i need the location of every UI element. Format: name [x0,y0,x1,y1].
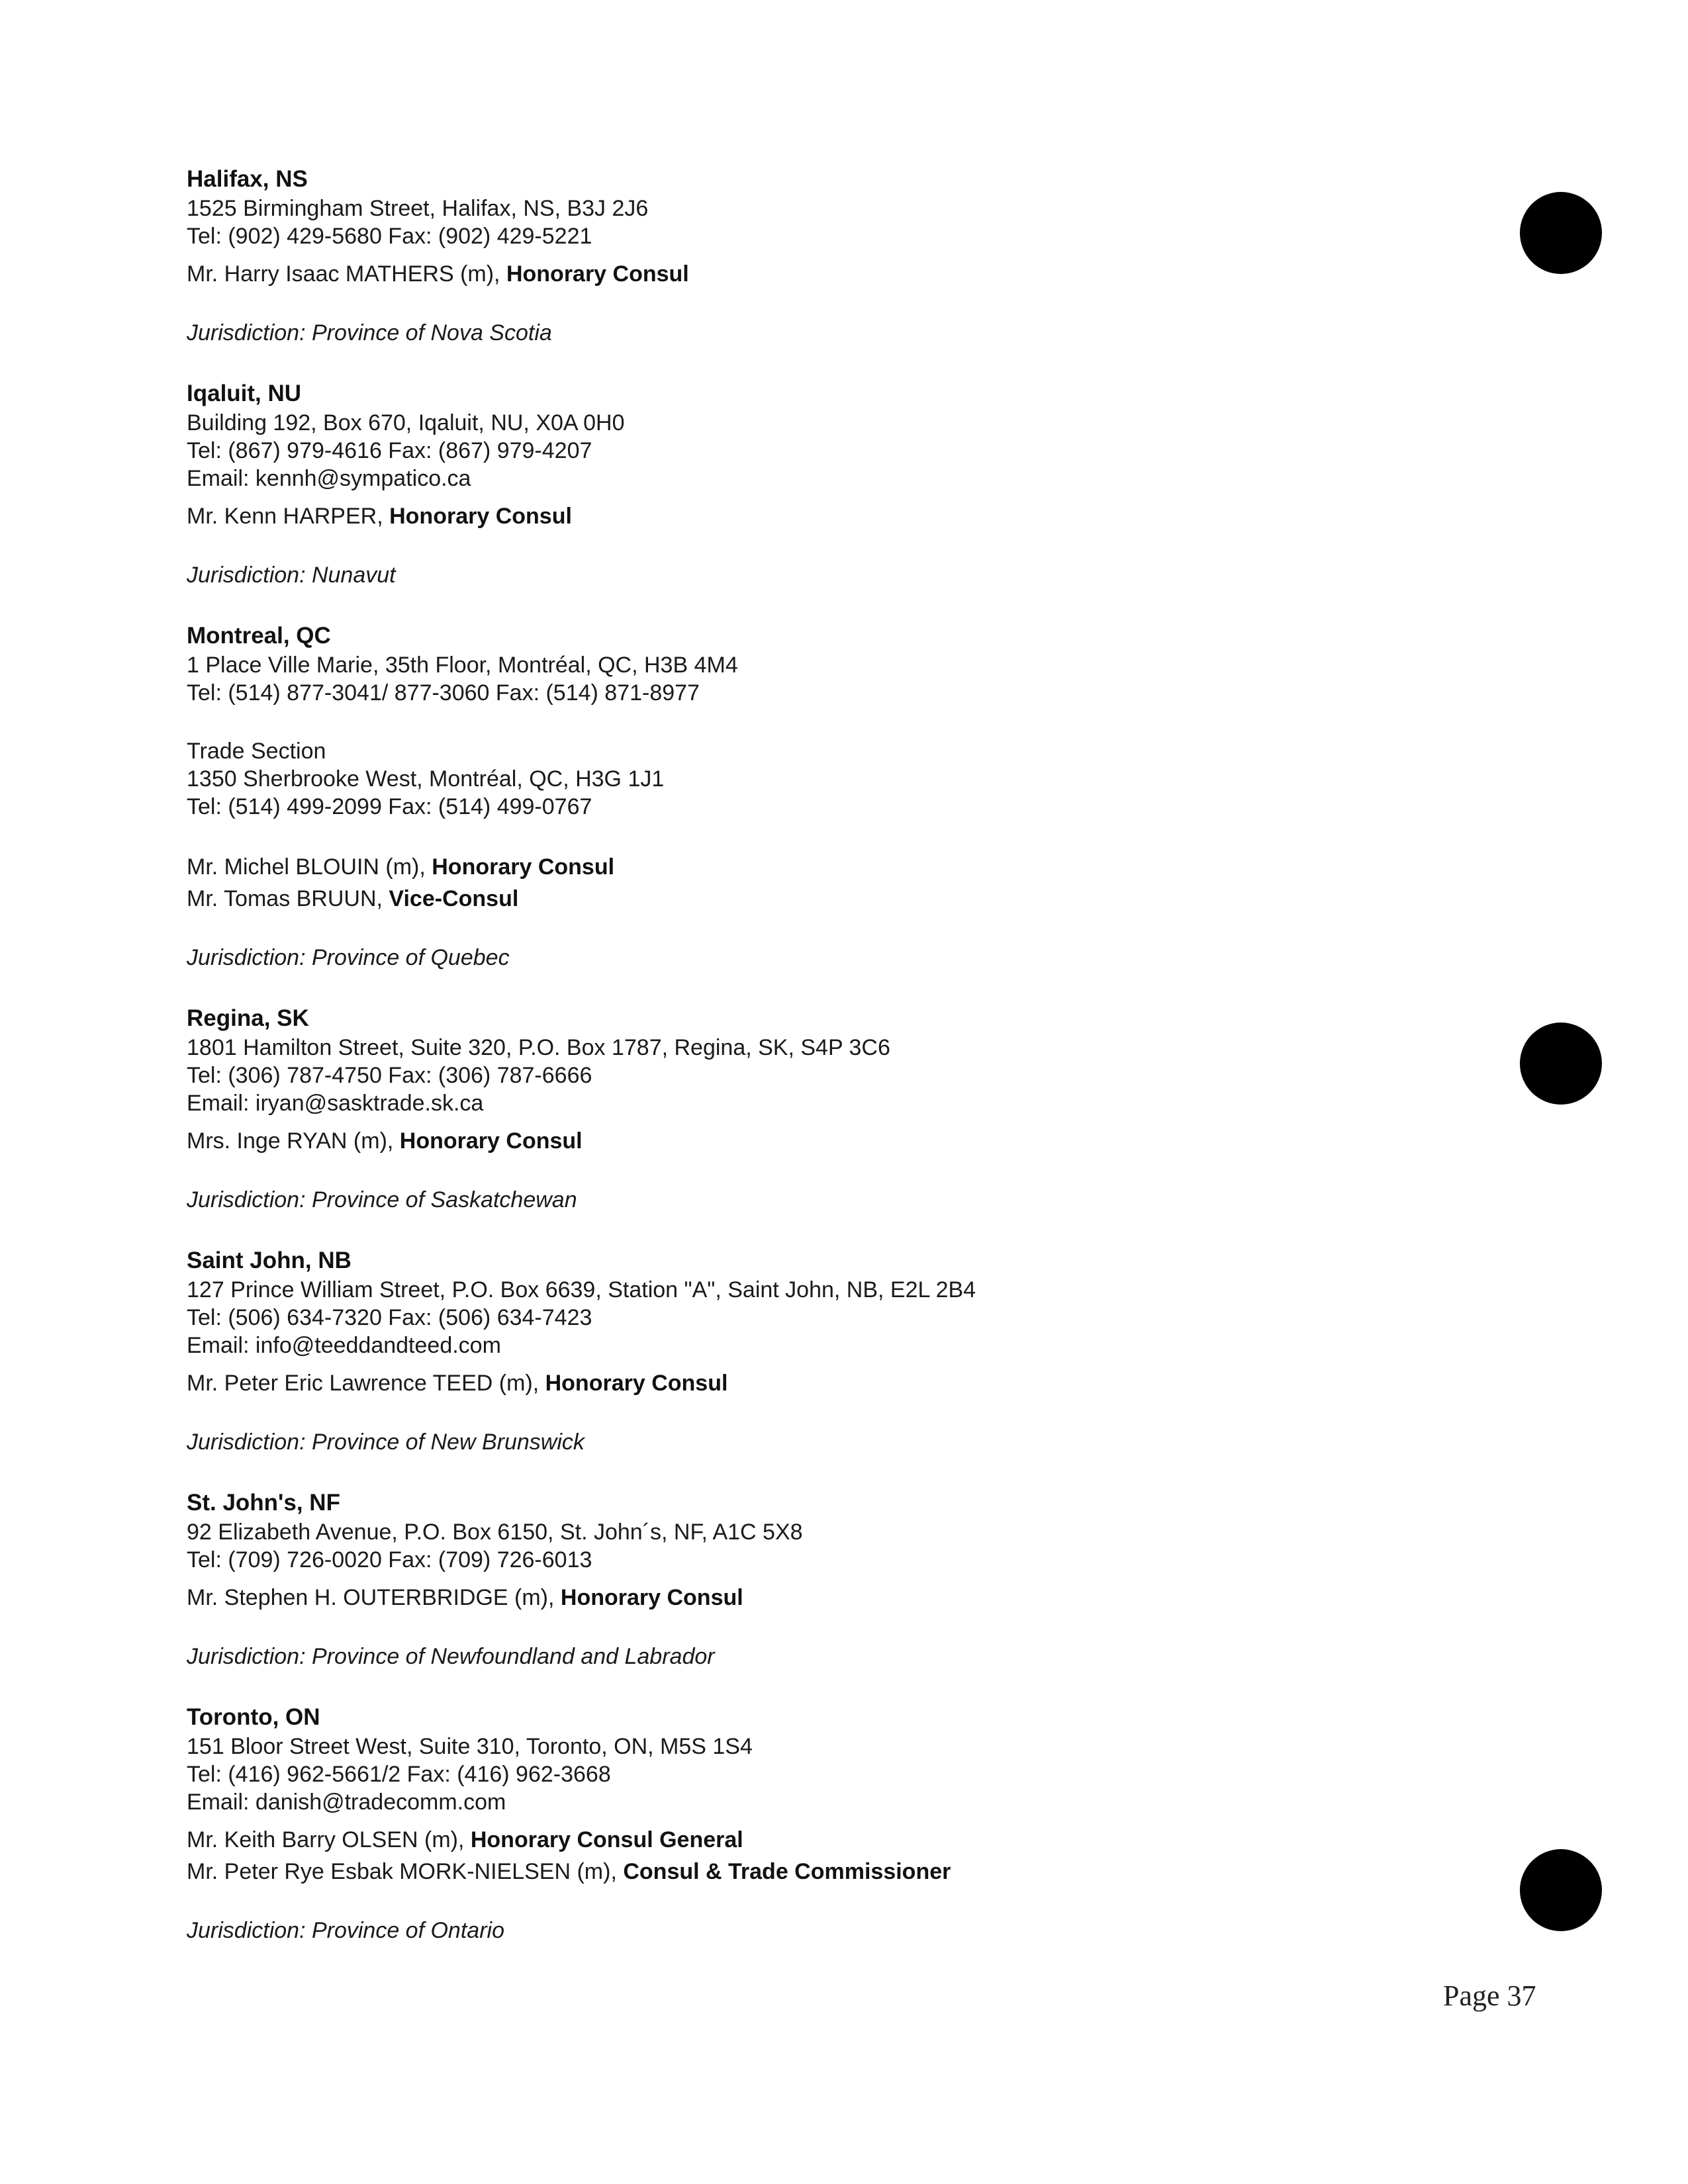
office-city: Halifax, NS [187,166,308,192]
office-city: Montreal, QC [187,623,331,649]
staff-member [187,1367,1444,1399]
staff-member [187,500,1444,532]
address-line: 1525 Birmingham Street, Halifax, NS, B3J 2J6 [187,196,649,221]
jurisdiction: Jurisdiction: Province of Newfoundland and Labrador [187,1644,715,1669]
address-line: 1350 Sherbrooke West, Montréal, QC, H3G 1J1 [187,766,665,792]
phone-line: Tel: (902) 429-5680 Fax: (902) 429-5221 [187,224,592,249]
staff-title: Honorary Consul [432,854,615,880]
email-line: Email: info@teeddandteed.com [187,1333,501,1358]
staff-name: Mr. Harry Isaac MATHERS (m), [187,261,506,287]
staff-member [187,883,1444,915]
staff-title: Honorary Consul [545,1371,728,1396]
staff-title: Honorary Consul [506,261,689,287]
staff-member [187,1856,1444,1888]
office-halifax [187,165,1444,347]
staff-name: Mr. Peter Rye Esbak MORK-NIELSEN (m), [187,1859,624,1884]
office-city: Iqaluit, NU [187,381,302,406]
office-city: Toronto, ON [187,1704,320,1730]
staff-title: Honorary Consul General [470,1827,743,1852]
section-heading: Trade Section [187,739,326,764]
phone-line: Tel: (709) 726-0020 Fax: (709) 726-6013 [187,1547,592,1572]
phone-line: Tel: (514) 499-2099 Fax: (514) 499-0767 [187,794,592,819]
office-st-johns [187,1489,1444,1670]
address-line: 1801 Hamilton Street, Suite 320, P.O. Box 1787, Regina, SK, S4P 3C6 [187,1035,890,1060]
staff-member [187,851,1444,883]
staff-name: Mr. Michel BLOUIN (m), [187,854,432,880]
staff-title: Vice-Consul [389,886,519,911]
punch-hole-bottom [1520,1849,1602,1931]
office-city: Saint John, NB [187,1248,352,1273]
staff-name: Mr. Stephen H. OUTERBRIDGE (m), [187,1585,561,1610]
staff-title: Consul & Trade Commissioner [623,1859,951,1884]
address-line: 1 Place Ville Marie, 35th Floor, Montréal, QC, H3B 4M4 [187,653,738,678]
staff-member [187,1125,1444,1157]
staff-name: Mr. Kenn HARPER, [187,504,390,529]
office-regina [187,1005,1444,1214]
staff-name: Mr. Keith Barry OLSEN (m), [187,1827,471,1852]
office-iqaluit [187,380,1444,589]
jurisdiction: Jurisdiction: Province of Saskatchewan [187,1187,577,1212]
office-city: Regina, SK [187,1005,309,1031]
punch-hole-middle [1520,1023,1602,1105]
phone-line: Tel: (306) 787-4750 Fax: (306) 787-6666 [187,1063,592,1088]
page-number: Page 37 [1443,1979,1536,2012]
email-line: Email: iryan@sasktrade.sk.ca [187,1091,484,1116]
office-montreal [187,622,1444,972]
punch-hole-top [1520,192,1602,274]
address-line: 92 Elizabeth Avenue, P.O. Box 6150, St. John´s, NF, A1C 5X8 [187,1520,803,1545]
staff-name: Mr. Tomas BRUUN, [187,886,389,911]
jurisdiction: Jurisdiction: Province of New Brunswick [187,1430,585,1455]
office-toronto [187,1704,1444,1944]
office-saint-john [187,1247,1444,1456]
phone-line: Tel: (416) 962-5661/2 Fax: (416) 962-3668 [187,1762,611,1787]
phone-line: Tel: (867) 979-4616 Fax: (867) 979-4207 [187,438,592,463]
staff-title: Honorary Consul [560,1585,743,1610]
jurisdiction: Jurisdiction: Nunavut [187,563,396,588]
jurisdiction: Jurisdiction: Province of Nova Scotia [187,320,552,345]
address-line: 127 Prince William Street, P.O. Box 6639, Station "A", Saint John, NB, E2L 2B4 [187,1277,976,1302]
address-line: Building 192, Box 670, Iqaluit, NU, X0A 0H0 [187,410,625,435]
address-line: 151 Bloor Street West, Suite 310, Toronto, ON, M5S 1S4 [187,1734,753,1759]
staff-name: Mr. Peter Eric Lawrence TEED (m), [187,1371,545,1396]
staff-title: Honorary Consul [399,1128,583,1154]
jurisdiction: Jurisdiction: Province of Quebec [187,945,510,970]
phone-line: Tel: (506) 634-7320 Fax: (506) 634-7423 [187,1305,592,1330]
jurisdiction: Jurisdiction: Province of Ontario [187,1918,504,1943]
staff-title: Honorary Consul [389,504,572,529]
staff-name: Mrs. Inge RYAN (m), [187,1128,400,1154]
office-city: St. John's, NF [187,1490,340,1516]
email-line: Email: kennh@sympatico.ca [187,466,471,491]
phone-line: Tel: (514) 877-3041/ 877-3060 Fax: (514) 871-8977 [187,680,700,705]
staff-member [187,1824,1444,1856]
staff-member [187,258,1444,290]
staff-member [187,1582,1444,1614]
email-line: Email: danish@tradecomm.com [187,1790,506,1815]
consulate-directory [187,165,1444,1978]
